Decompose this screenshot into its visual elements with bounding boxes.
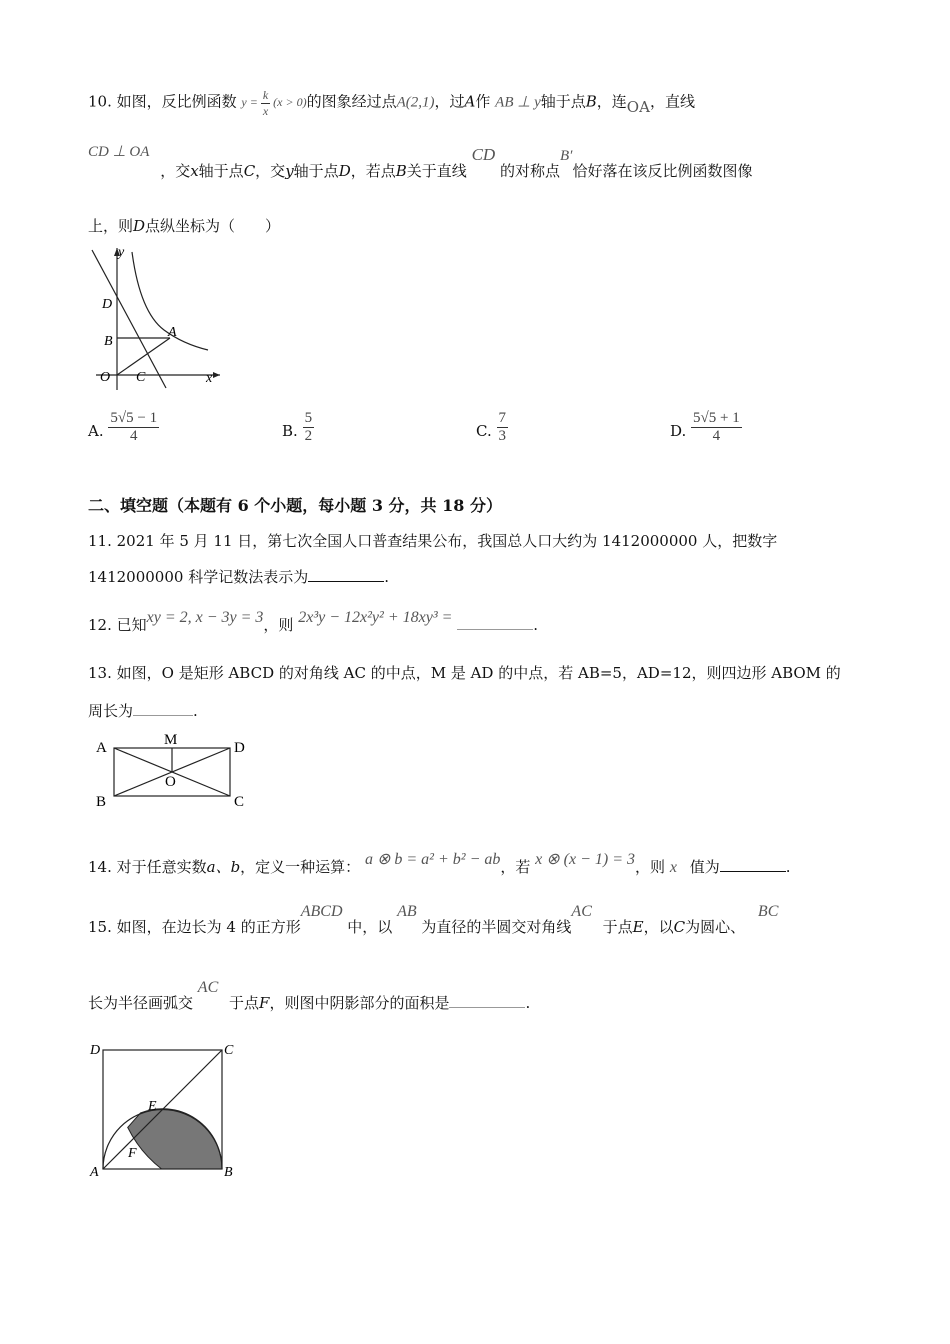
q10-line3: 上，则D点纵坐标为（ ） <box>88 217 281 235</box>
var-x: x <box>669 859 677 876</box>
formula-ac: AC <box>197 979 219 996</box>
answer-blank[interactable] <box>133 701 193 716</box>
formula-condition: xy = 2, x − 3y = 3 <box>146 609 264 626</box>
q15-line1: 15. 如图，在边长为 4 的正方形ABCD 中，以 AB 为直径的半圆交对角线AC 于点E，以C为圆心、 BC <box>88 903 779 936</box>
q13-line1: 13. 如图，O 是矩形 ABCD 的对角线 AC 的中点，M 是 AD 的中点，若 AB=5，AD=12，则四边形 ABOM 的 <box>88 664 841 682</box>
option-c[interactable]: C. $\frac{7}{3}$ <box>476 410 506 444</box>
label-b: B <box>224 1165 233 1180</box>
arrow-icon <box>213 372 220 378</box>
label-d: D <box>102 297 113 312</box>
q10-figure <box>88 242 228 392</box>
label-a: A <box>96 740 107 756</box>
label-c: C <box>136 370 146 385</box>
label-d: D <box>90 1043 101 1058</box>
text: 恰好落在该反比例函数图像 <box>572 162 753 180</box>
label-a: A <box>90 1165 99 1180</box>
label-a: A <box>168 325 177 340</box>
text: ，连 <box>596 92 627 111</box>
label-e: E <box>148 1099 157 1114</box>
q15-figure <box>86 1040 246 1180</box>
label-x: x <box>206 371 213 386</box>
text: 10. 如图，反比例函数 <box>88 92 237 111</box>
formula-equation: x ⊗ (x − 1) = 3 <box>535 851 636 868</box>
text: ，交x轴于点C，交y轴于点D，若点B关于直线 <box>160 162 467 180</box>
formula-abcd: ABCD <box>300 903 343 920</box>
formula-y: y = $\frac{k}{x}$ (x > 0) <box>241 88 307 118</box>
q10-line2 <box>88 144 753 180</box>
label-o: O <box>165 774 176 790</box>
text: 作 <box>475 92 491 111</box>
label-o: O <box>100 370 111 385</box>
answer-blank[interactable] <box>457 615 533 630</box>
option-b[interactable]: B. $\frac{5}{2}$ <box>282 410 313 444</box>
label-d: D <box>234 740 245 756</box>
formula-ac: AC <box>571 903 592 920</box>
formula-expr: 2x³y − 12x²y² + 18xy³ = <box>298 609 453 626</box>
label-f: F <box>128 1146 137 1161</box>
label-b: B <box>104 334 113 349</box>
text: ，过 <box>434 92 465 111</box>
var: A <box>464 92 476 111</box>
formula-ab: AB <box>397 903 417 920</box>
formula-cd: CD <box>471 145 496 164</box>
text: ，直线 <box>649 92 695 111</box>
formula-bprime: B′ <box>559 148 573 164</box>
section-title: 二、填空题（本题有 6 个小题，每小题 3 分，共 18 分） <box>88 496 502 515</box>
q11-line2: 1412000000 科学记数法表示为 . <box>88 568 389 586</box>
answer-blank[interactable] <box>720 857 786 872</box>
q12-line: 12. 已知xy = 2, x − 3y = 3，则 2x³y − 12x²y² + 18xy³ = . <box>88 609 538 634</box>
formula-definition: a ⊗ b = a² + b² − ab <box>364 851 501 868</box>
q13-line2: 周长为 . <box>88 702 198 720</box>
answer-blank[interactable] <box>308 567 384 582</box>
q13-figure <box>92 728 262 810</box>
shaded-region <box>128 1109 222 1169</box>
var: B <box>585 92 597 111</box>
option-d[interactable]: D. $\frac{5√5 + 1}{4}$ <box>670 410 740 444</box>
text: 的对称点 <box>499 162 560 180</box>
text: 轴于点 <box>540 92 586 111</box>
option-a[interactable]: A. $\frac{5√5 - 1}{4}$ <box>88 410 158 444</box>
q15-line2: 长为半径画弧交 AC 于点F，则图中阴影部分的面积是 . <box>88 979 531 1012</box>
formula-cd-perp: CD ⊥ OA <box>88 144 150 160</box>
q10-line1 <box>88 88 695 119</box>
formula-oa: OA <box>626 98 650 117</box>
label-y: y <box>118 245 125 260</box>
formula-perp: AB ⊥ y <box>495 94 541 111</box>
label-c: C <box>234 794 245 810</box>
label-b: B <box>96 794 107 810</box>
q11-line1: 11. 2021 年 5 月 11 日，第七次全国人口普查结果公布，我国总人口大约为 1412000000 人，把数字 <box>88 532 778 550</box>
formula-bc: BC <box>757 903 779 920</box>
q14-line: 14. 对于任意实数a、b，定义一种运算： a ⊗ b = a² + b² − ab，若 x ⊗ (x − 1) = 3，则 x 值为 . <box>88 851 791 876</box>
label-c: C <box>224 1043 234 1058</box>
label-m: M <box>164 732 178 748</box>
point-a: A(2,1) <box>396 94 435 111</box>
text: 的图象经过点 <box>306 92 397 111</box>
answer-blank[interactable] <box>449 993 525 1008</box>
